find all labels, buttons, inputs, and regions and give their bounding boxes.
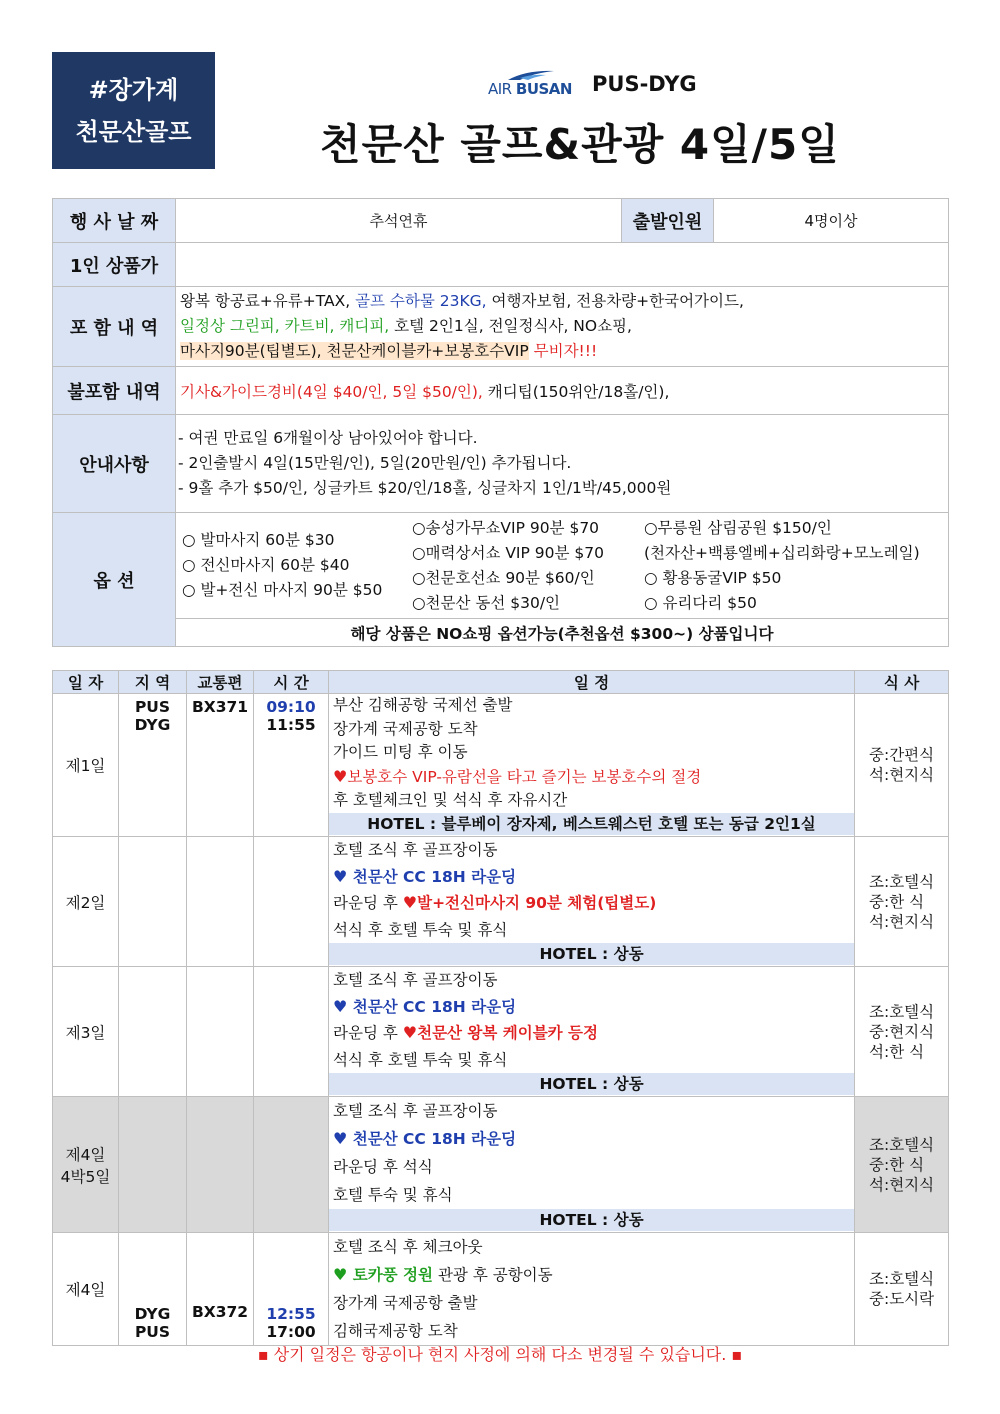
heart-icon: ♥ — [402, 893, 418, 912]
people-label: 출발인원 — [622, 199, 714, 243]
airline-header — [488, 68, 697, 100]
option-item: ○매력상서쇼 VIP 90분 $70 — [412, 543, 604, 562]
day1-hotel: HOTEL : 블루베이 장자제, 베스트웨스턴 호텔 또는 동급 2인1실 — [329, 813, 854, 835]
option-item: ○ 전신마사지 60분 $40 — [182, 555, 350, 574]
guide-line: - 2인출발시 4일(15만원/인), 5일(20만원/인) 추가됩니다. — [178, 454, 572, 472]
day4x-label: 제4일 4박5일 — [53, 1097, 119, 1233]
product-info-table — [52, 198, 949, 647]
heart-icon: ♥ — [333, 1129, 348, 1148]
option-item: ○ 발+전신 마사지 90분 $50 — [182, 580, 383, 599]
header-transport: 교통편 — [187, 671, 254, 694]
day4x-meals: 조:호텔식 중:한 식 석:현지식 — [855, 1097, 949, 1233]
footer-notice: ▪ 상기 일정은 항공이나 현지 사정에 의해 다소 변경될 수 있습니다. ▪ — [257, 1345, 743, 1364]
header-day: 일 자 — [53, 671, 119, 694]
included-label: 포 함 내 역 — [53, 287, 176, 367]
day1-itinerary: 부산 김해공항 국제선 출발 장가계 국제공항 도착 가이드 미팅 후 이동 ♥보봉호수 VIP-유람선을 타고 즐기는 보봉호수의 절경 후 호텔체크인 및 석식 후 자유시간 HOTEL : 블루베이 장자제, 베스트웨스턴 호텔 또는 동급 2인1실 — [329, 694, 855, 837]
price-label: 1인 상품가 — [53, 243, 176, 287]
itinerary-table — [52, 670, 949, 1346]
option-item: (천자산+백룡엘베+십리화랑+모노레일) — [644, 543, 920, 562]
day4x-hotel: HOTEL : 상동 — [329, 1209, 854, 1231]
day2-itinerary: 호텔 조식 후 골프장이동 ♥ 천문산 CC 18H 라운딩 라운딩 후 ♥발+전신마사지 90분 체험(팁별도) 석식 후 호텔 투숙 및 휴식 HOTEL : 상동 — [329, 837, 855, 967]
date-label: 행 사 날 짜 — [53, 199, 176, 243]
day1-flight: BX371 — [187, 694, 254, 837]
air-busan-logo — [488, 68, 578, 100]
route-code: PUS-DYG — [592, 72, 697, 96]
heart-icon: ♥ — [402, 1023, 418, 1042]
day4x-itinerary: 호텔 조식 후 골프장이동 ♥ 천문산 CC 18H 라운딩 라운딩 후 석식 호텔 투숙 및 휴식 HOTEL : 상동 — [329, 1097, 855, 1233]
day4-extended-row — [53, 1097, 949, 1233]
header-time: 시 간 — [254, 671, 329, 694]
day4-row — [53, 1233, 949, 1346]
day1-meals: 중:간편식 석:현지식 — [855, 694, 949, 837]
guide-label: 안내사항 — [53, 415, 176, 513]
day1-label: 제1일 — [53, 694, 119, 837]
day1-region: PUS DYG — [119, 694, 187, 837]
option-item: ○ 황용동굴VIP $50 — [644, 568, 782, 587]
heart-icon: ♥ — [333, 1265, 348, 1284]
people-value: 4명이상 — [714, 199, 949, 243]
product-badge — [52, 52, 215, 169]
heart-icon: ♥ — [333, 996, 348, 1016]
option-item: ○천문산 동선 $30/인 — [412, 593, 561, 612]
included-value: 왕복 항공료+유류+TAX, 골프 수하물 23KG, 여행자보험, 전용차량+한국어가이드, 일정상 그린피, 카트비, 캐디피, 호텔 2인1실, 전일정식사, NO쇼핑, 마사지90분(팁별도), 천문산케이블카+보봉호수VIP 무비자!!! — [176, 287, 949, 367]
day3-meals: 조:호텔식 중:현지식 석:한 식 — [855, 967, 949, 1097]
day2-label: 제2일 — [53, 837, 119, 967]
header-schedule: 일 정 — [329, 671, 855, 694]
day3-itinerary: 호텔 조식 후 골프장이동 ♥ 천문산 CC 18H 라운딩 라운딩 후 ♥천문산 왕복 케이블카 등정 석식 후 호텔 투숙 및 휴식 HOTEL : 상동 — [329, 967, 855, 1097]
day3-hotel: HOTEL : 상동 — [329, 1073, 854, 1095]
header-region: 지 역 — [119, 671, 187, 694]
day3-row — [53, 967, 949, 1097]
heart-icon: ♥ — [333, 866, 348, 886]
header-meal: 식 사 — [855, 671, 949, 694]
badge-line1: #장가계 — [88, 75, 179, 104]
price-value — [176, 243, 949, 287]
guide-line: - 9홀 추가 $50/인, 싱글카트 $20/인/18홀, 싱글차지 1인/1박/45,000원 — [178, 479, 672, 497]
day4-flight: BX372 — [187, 1233, 254, 1346]
day1-time: 09:10 11:55 — [254, 694, 329, 837]
option-list — [176, 513, 949, 619]
excluded-value: 기사&가이드경비(4일 $40/인, 5일 $50/인), 캐디팁(150위안/18홀/인), — [176, 367, 949, 415]
date-value: 추석연휴 — [176, 199, 622, 243]
badge-line2: 천문산골프 — [75, 117, 192, 146]
page-title: 천문산 골프&관광 4일/5일 — [320, 120, 840, 169]
guide-value — [176, 415, 949, 513]
option-item: ○ 유리다리 $50 — [644, 593, 757, 612]
airline-name: AIR BUSAN — [488, 80, 572, 98]
day4-meals: 조:호텔식 중:도시락 — [855, 1233, 949, 1346]
excluded-label: 불포함 내역 — [53, 367, 176, 415]
day4-label: 제4일 — [53, 1233, 119, 1346]
option-item: ○ 발마사지 60분 $30 — [182, 530, 335, 549]
guide-line: - 여권 만료일 6개월이상 남아있어야 합니다. — [178, 429, 478, 447]
day4-region: DYG PUS — [119, 1233, 187, 1346]
option-item: ○천문호선쇼 90분 $60/인 — [412, 568, 595, 587]
day2-row — [53, 837, 949, 967]
option-note: 해당 상품은 NO쇼핑 옵션가능(추천옵션 $300~) 상품입니다 — [176, 619, 949, 647]
option-item: ○송성가무쇼VIP 90분 $70 — [412, 518, 600, 537]
day4-time: 12:55 17:00 — [254, 1233, 329, 1346]
day3-label: 제3일 — [53, 967, 119, 1097]
day2-hotel: HOTEL : 상동 — [329, 943, 854, 965]
heart-icon: ♥ — [333, 766, 348, 786]
option-item: ○무릉원 삼림공원 $150/인 — [644, 518, 832, 537]
day4-itinerary: 호텔 조식 후 체크아웃 ♥ 토카풍 정원 관광 후 공항이동 장가계 국제공항 출발 김해국제공항 도착 — [329, 1233, 855, 1346]
option-label: 옵 션 — [53, 513, 176, 647]
day1-row — [53, 694, 949, 837]
day2-meals: 조:호텔식 중:한 식 석:현지식 — [855, 837, 949, 967]
